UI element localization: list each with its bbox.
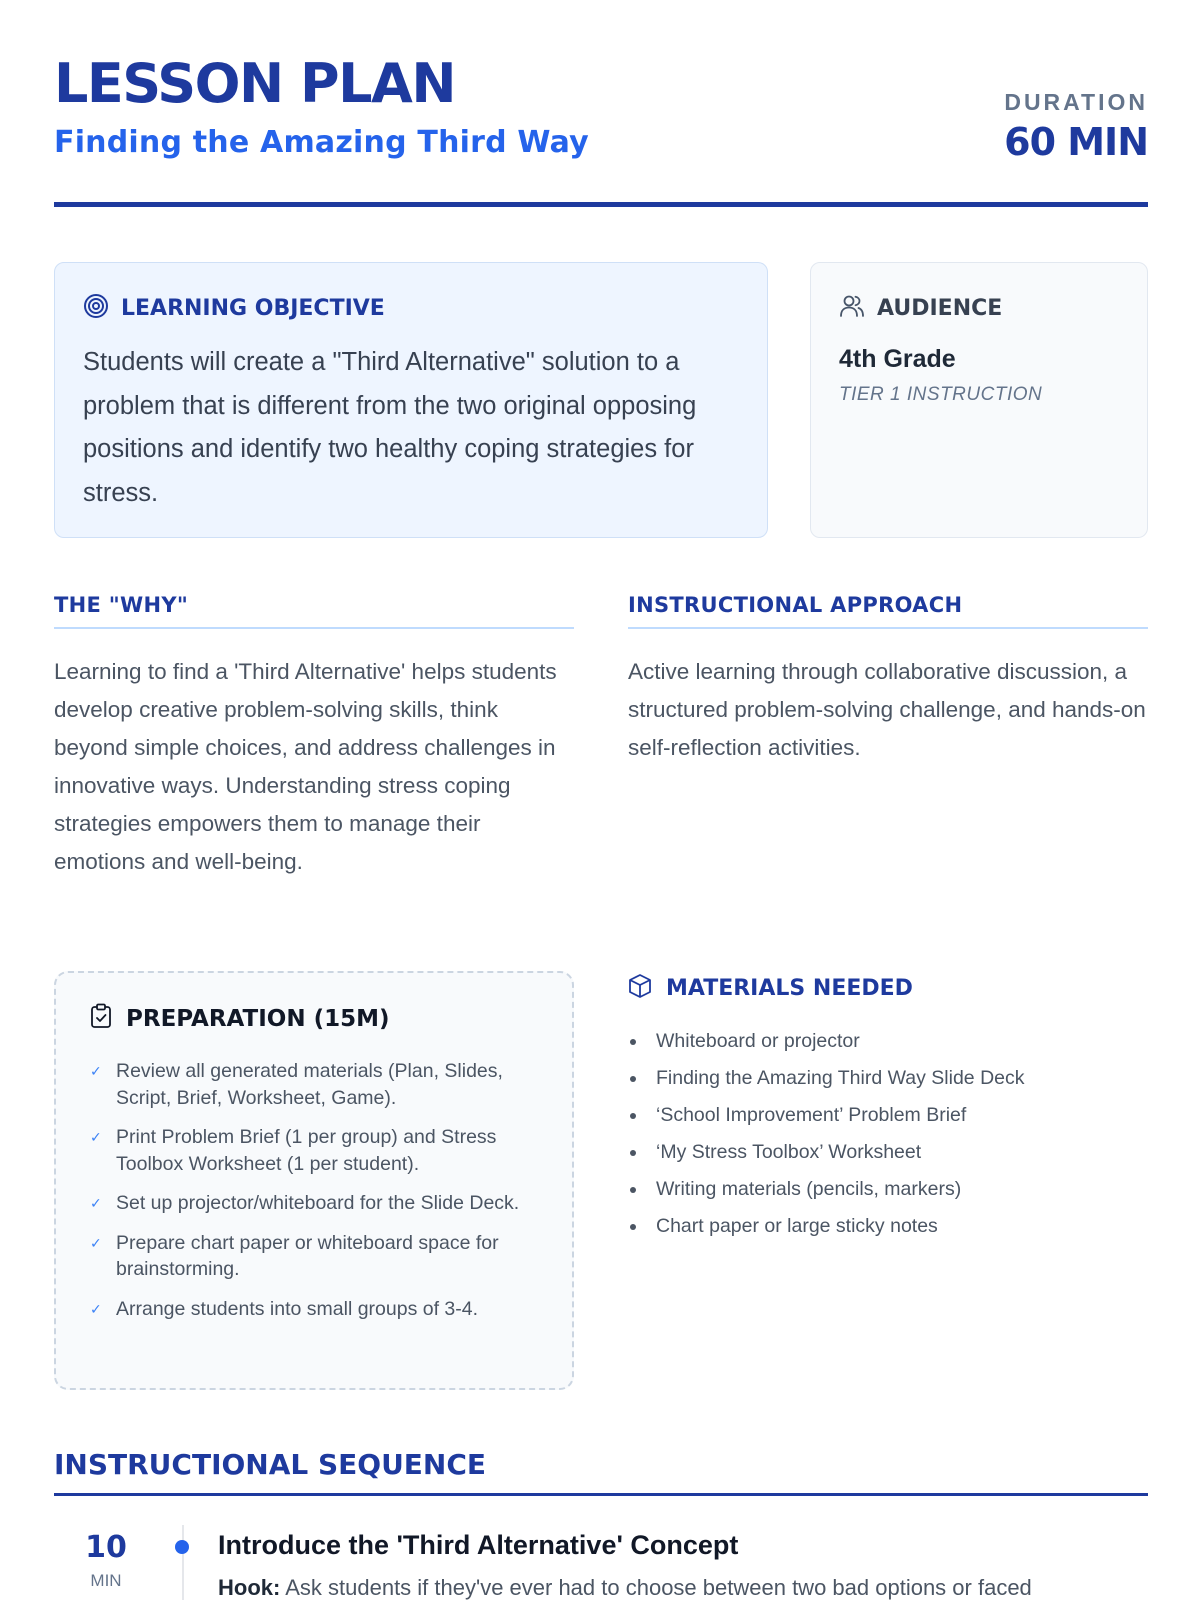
learning-objective-label: LEARNING OBJECTIVE [121, 295, 385, 321]
check-icon: ✓ [90, 1300, 102, 1317]
grade-level: 4th Grade [839, 345, 956, 373]
instructional-sequence-heading: INSTRUCTIONAL SEQUENCE [54, 1448, 1148, 1496]
step-text: Ask students if they've ever had to choose between two bad options or faced [285, 1575, 1032, 1600]
lesson-subtitle: Finding the Amazing Third Way [54, 125, 589, 160]
learning-objective-card [54, 262, 768, 538]
materials-section [628, 971, 1148, 1245]
material-item: ‘School Improvement’ Problem Brief [628, 1097, 1148, 1134]
preparation-list [90, 1058, 538, 1322]
instructional-approach-heading: INSTRUCTIONAL APPROACH [628, 593, 1148, 629]
step-minutes: 10 [85, 1530, 127, 1565]
audience-label: AUDIENCE [877, 295, 1003, 321]
preparation-item: ✓ Print Problem Brief (1 per group) and Stress Toolbox Worksheet (1 per student). [90, 1126, 497, 1175]
step-lead: Hook: [218, 1575, 281, 1600]
target-icon [83, 293, 109, 324]
materials-list [628, 1023, 1148, 1245]
timeline-dot [175, 1540, 189, 1554]
lesson-plan-page [54, 0, 1148, 1600]
page-title: LESSON PLAN [54, 52, 456, 115]
users-icon [839, 293, 865, 324]
preparation-heading: PREPARATION (15M) [126, 1005, 390, 1032]
check-icon: ✓ [90, 1063, 102, 1079]
step-minutes-unit: MIN [90, 1571, 122, 1590]
learning-objective-text: Students will create a "Third Alternative" solution to a problem that is different from the two original opposing positions and identify two healthy coping strategies for stress. [83, 348, 697, 507]
preparation-item: ✓ Arrange students into small groups of 3-4. [90, 1297, 479, 1320]
why-text: Learning to find a 'Third Alternative' helps students develop creative problem-solving skills, think beyond simple choices, and address challenges in innovative ways. Understanding stress coping strategies empowers them to manage their emotions and well-being. [54, 659, 557, 874]
duration-label: DURATION [1004, 89, 1148, 115]
instructional-approach-section [628, 593, 1148, 767]
step-duration [54, 1530, 158, 1591]
material-item: ‘My Stress Toolbox’ Worksheet [628, 1134, 1148, 1171]
audience-card [810, 262, 1148, 538]
timeline-line [182, 1525, 184, 1600]
material-item: Finding the Amazing Third Way Slide Deck [628, 1060, 1148, 1097]
preparation-item: ✓ Set up projector/whiteboard for the Slide Deck. [90, 1192, 520, 1214]
check-icon: ✓ [90, 1234, 102, 1251]
duration-block [1004, 89, 1148, 164]
preparation-item: ✓ Prepare chart paper or whiteboard space for brainstorming. [90, 1231, 499, 1280]
box-icon [628, 973, 652, 1004]
material-item: Chart paper or large sticky notes [628, 1208, 1148, 1245]
instruction-tier: TIER 1 INSTRUCTION [839, 384, 1043, 405]
why-heading: THE "WHY" [54, 593, 574, 629]
materials-heading: MATERIALS NEEDED [666, 975, 913, 1001]
preparation-item: ✓ Review all generated materials (Plan, Slides, Script, Brief, Worksheet, Game). [90, 1060, 503, 1109]
page-header [54, 52, 1148, 207]
material-item: Writing materials (pencils, markers) [628, 1171, 1148, 1208]
check-icon: ✓ [90, 1195, 102, 1211]
clipboard-icon [90, 1003, 112, 1034]
step-title: Introduce the 'Third Alternative' Concept [218, 1530, 739, 1560]
why-section [54, 593, 574, 881]
material-item: Whiteboard or projector [628, 1023, 1148, 1060]
preparation-card [54, 971, 574, 1390]
instructional-approach-text: Active learning through collaborative discussion, a structured problem-solving challenge, and hands-on self-reflection activities. [628, 659, 1146, 760]
duration-value: 60 MIN [1004, 120, 1148, 164]
check-icon: ✓ [90, 1129, 102, 1145]
step-description [218, 1575, 1148, 1600]
